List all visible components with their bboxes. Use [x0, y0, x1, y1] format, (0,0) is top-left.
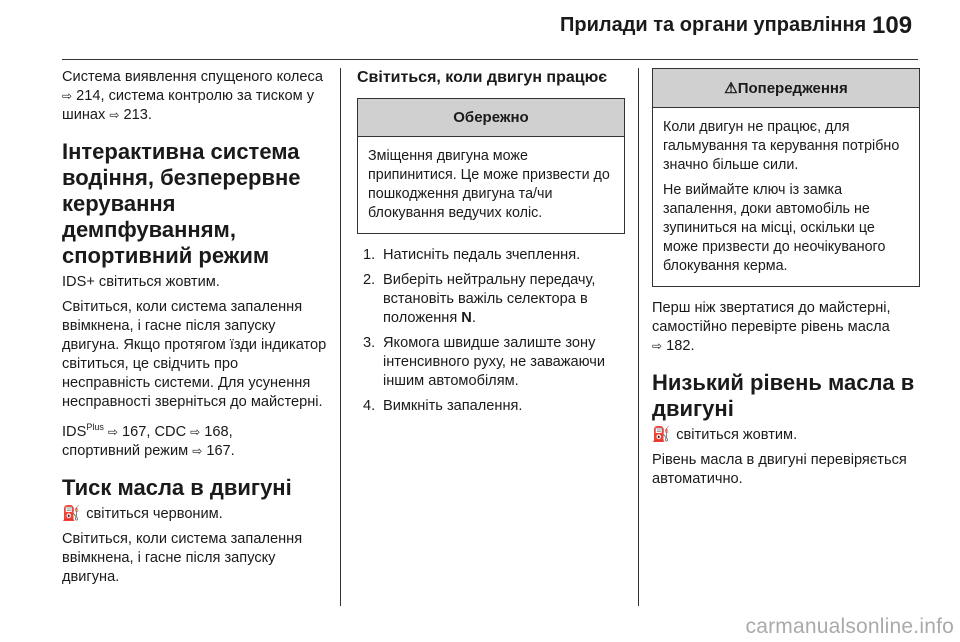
- reference-arrow-icon: ⇨: [652, 339, 663, 353]
- warning-box: [652, 68, 920, 287]
- column-divider: [340, 68, 341, 606]
- oil-can-icon: ⛽: [62, 505, 81, 522]
- section-heading-oil-pressure: Тиск масла в двигуні: [62, 474, 292, 500]
- column-divider: [638, 68, 639, 606]
- intro-paragraph: Система виявлення спущеного колеса ⇨ 214, система контролю за тиском у шинах ⇨ 213.: [62, 69, 323, 123]
- caution-box: [357, 98, 625, 234]
- oil-level-icon: ⛽: [652, 427, 671, 443]
- oil-pressure-description: Світиться, коли система запалення ввімкнена, і гасне після запуску двигуна.: [62, 530, 303, 585]
- list-item: 4. Вимкніть запалення.: [363, 398, 523, 414]
- column-left: [62, 68, 330, 593]
- warning-text-2: Не виймайте ключ із замка запалення, доки автомобіль не зупиниться на місці, оскільки це може призвести до неочікуваного блокування керма.: [663, 182, 886, 274]
- section-heading-engine-running: Світиться, коли двигун працює: [357, 69, 608, 86]
- oil-check-paragraph: Перш ніж звертатися до майстерні, самостійно перевірте рівень масла ⇨ 182.: [652, 300, 891, 354]
- oil-pressure-indicator-text: ⛽ світиться червоним.: [62, 505, 223, 522]
- column-middle: [357, 68, 625, 422]
- steps-list: [357, 246, 625, 416]
- reference-arrow-icon: ⇨: [107, 424, 118, 439]
- page-header-title: Прилади та органи управління: [560, 14, 867, 36]
- ids-references: $IDS^{Plus}$ ⇨ 167, CDC ⇨ 168, спортивний режим ⇨ 167.: [62, 422, 235, 459]
- reference-arrow-icon: ⇨: [190, 424, 201, 439]
- section-heading-ids: Інтерактивна система водіння, безперервне керування демпфуванням, спортивний режим: [62, 139, 301, 268]
- reference-arrow-icon: ⇨: [62, 89, 73, 103]
- page-number: 109: [872, 12, 913, 39]
- list-item: 1. Натисніть педаль зчеплення.: [363, 247, 581, 263]
- warning-icon: ⚠: [724, 80, 738, 97]
- ids-description: Світиться, коли система запалення ввімкнена, і гасне після запуску двигуна. Якщо протягом їзди індикатор світиться, це свідчить про несправність системи. Для усунення несправності зверніться до майстерні.: [62, 299, 327, 410]
- list-item: 3. Якомога швидше залиште зону інтенсивного руху, не заважаючи іншим автомобілям.: [363, 335, 606, 389]
- caution-text: Зміщення двигуна може припинитися. Це може призвести до пошкодження двигуна та/чи блокування ведучих коліс.: [368, 148, 610, 221]
- list-item: 2. Виберіть нейтральну передачу, встановіть важіль селектора в положення N.: [363, 272, 596, 326]
- low-oil-description: Рівень масла в двигуні перевіряється автоматично.: [652, 452, 907, 487]
- low-oil-indicator-text: ⛽ світиться жовтим.: [652, 427, 798, 443]
- reference-arrow-icon: ⇨: [109, 108, 120, 122]
- section-heading-low-oil: Низький рівень масла в двигуні: [652, 370, 915, 421]
- caution-title: Обережно: [358, 99, 624, 137]
- column-right: [652, 68, 920, 495]
- warning-title: Попередження: [737, 80, 848, 97]
- reference-arrow-icon: ⇨: [192, 443, 203, 458]
- watermark: carmanualsonline.info: [745, 615, 954, 638]
- warning-text-1: Коли двигун не працює, для гальмування та керування потрібно значно більше сили.: [663, 119, 900, 173]
- ids-indicator-text: IDS+ світиться жовтим.: [62, 274, 220, 290]
- header-rule: [62, 59, 918, 60]
